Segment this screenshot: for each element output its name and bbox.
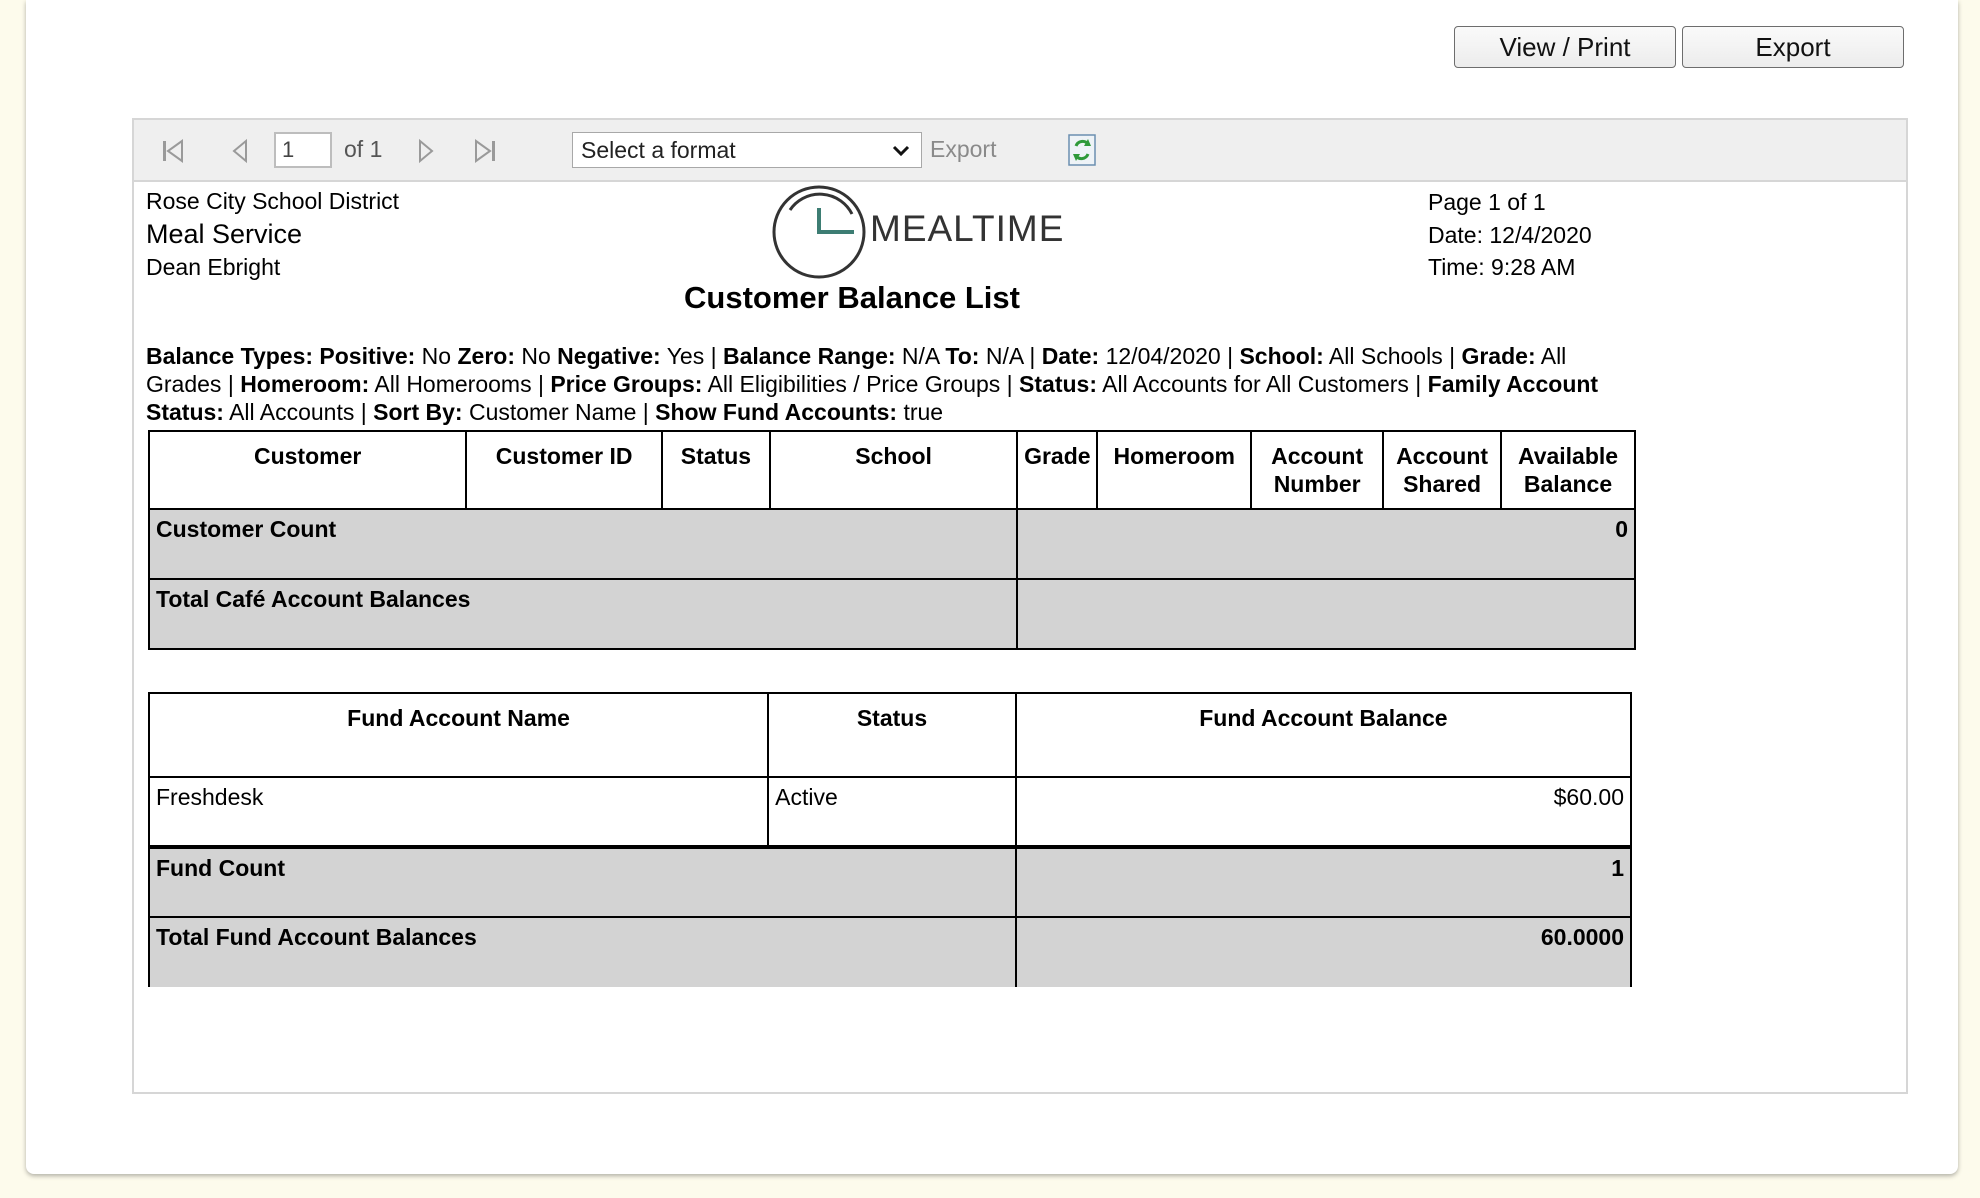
next-page-icon[interactable] <box>412 138 438 164</box>
column-header: Status <box>768 693 1016 777</box>
column-header: Account Shared <box>1383 431 1501 509</box>
district-name: Rose City School District <box>146 188 400 214</box>
column-header: Available Balance <box>1501 431 1635 509</box>
summary-label: Customer Count <box>149 509 1017 579</box>
customer-balance-table <box>148 430 1636 650</box>
fund-balance-cell: $60.00 <box>1016 777 1631 847</box>
column-header: Grade <box>1017 431 1097 509</box>
fund-account-table <box>148 692 1632 987</box>
table-row <box>149 509 1635 579</box>
summary-label: Total Café Account Balances <box>149 579 1017 649</box>
report-header-left <box>146 186 399 283</box>
format-select[interactable] <box>572 132 922 168</box>
toolbar-export-link[interactable]: Export <box>930 136 997 162</box>
summary-label: Fund Count <box>149 847 1016 917</box>
first-page-icon[interactable] <box>160 138 186 164</box>
report-date: Date: 12/4/2020 <box>1428 221 1592 248</box>
column-header: Customer ID <box>466 431 662 509</box>
refresh-icon[interactable] <box>1068 134 1096 166</box>
table-row <box>149 917 1631 987</box>
page-number-input[interactable] <box>274 132 332 168</box>
prev-page-icon[interactable] <box>228 138 254 164</box>
column-header: Account Number <box>1251 431 1383 509</box>
format-select-value: Select a format <box>581 136 736 163</box>
viewer-toolbar <box>134 120 1906 182</box>
report-viewer <box>132 118 1908 1094</box>
table-header-row <box>149 693 1631 777</box>
page-count-label: of 1 <box>344 136 383 162</box>
export-button[interactable]: Export <box>1682 26 1904 68</box>
fund-name-cell: Freshdesk <box>149 777 768 847</box>
table-header-row <box>149 431 1635 509</box>
last-page-icon[interactable] <box>472 138 498 164</box>
view-print-button[interactable]: View / Print <box>1454 26 1676 68</box>
report-header-right <box>1428 186 1592 284</box>
summary-value: 1 <box>1016 847 1631 917</box>
user-name: Dean Ebright <box>146 254 281 281</box>
fund-status-cell: Active <box>768 777 1016 847</box>
filter-summary: Balance Types: Positive: No Zero: No Negative: Yes | Balance Range: N/A To: N/A | Date: 12/04/2020 | School: All Schools | Grade: All Grades | Homeroom: All Homerooms | Price Groups: All Eligibilities / Price Groups | Status: All Accounts for All Customers | Family Account Status: All Accounts | Sort By: Customer Name | Show Fund Accounts: true <box>146 343 1599 425</box>
chevron-down-icon <box>891 141 911 161</box>
report-card <box>26 0 1958 1174</box>
column-header: School <box>770 431 1017 509</box>
summary-label: Total Fund Account Balances <box>149 917 1016 987</box>
summary-value: 60.0000 <box>1016 917 1631 987</box>
service-name: Meal Service <box>146 218 303 249</box>
table-row <box>149 847 1631 917</box>
summary-value: 0 <box>1017 509 1635 579</box>
column-header: Fund Account Name <box>149 693 768 777</box>
column-header: Status <box>662 431 770 509</box>
page-indicator: Page 1 of 1 <box>1428 189 1546 215</box>
table-row <box>149 777 1631 847</box>
column-header: Homeroom <box>1097 431 1251 509</box>
table-row <box>149 579 1635 649</box>
report-title: Customer Balance List <box>684 280 1020 315</box>
logo-text: MEALTIME <box>870 208 1065 249</box>
summary-value <box>1017 579 1635 649</box>
column-header: Customer <box>149 431 466 509</box>
column-header: Fund Account Balance <box>1016 693 1631 777</box>
report-time: Time: 9:28 AM <box>1428 254 1576 281</box>
